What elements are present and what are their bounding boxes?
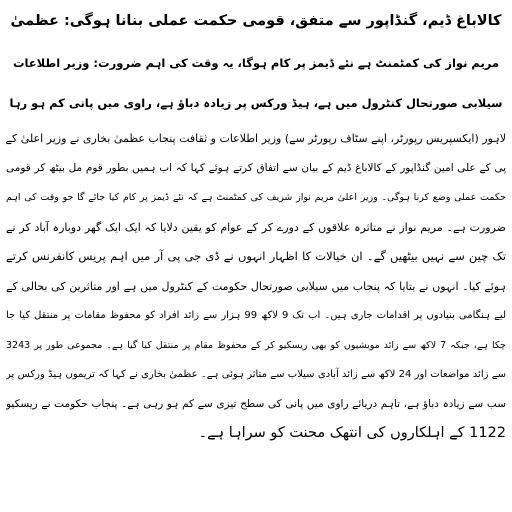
article-body-line: 1122 کے اہلکاروں کی انتھک محنت کو سراہا ہے۔ (198, 425, 506, 441)
article-body-line: ہوئے کیا۔ انہوں نے بتایا کہ پنجاب میں سیلابی صورتحال حکومت کے کنٹرول میں ہے اور متاثرین کی بحالی کے (6, 279, 506, 293)
article-body-line: سے زائد مواضعات اور 24 لاکھ سے زائد آبادی سیلاب سے متاثر ہوئی ہے۔ عظمیٰ بخاری نے کہا کہ تریموں ہیڈ ورکس پر (6, 369, 506, 380)
article-body-line: لیے ہنگامی بنیادوں پر اقدامات جاری ہیں۔ اب تک 9 لاکھ 99 ہزار سے زائد افراد کو محفوظ مقامات پر منتقل کیا جا (6, 310, 506, 321)
headline-tertiary: سیلابی صورتحال کنٹرول میں ہے، ہیڈ ورکس پر زیادہ دباؤ ہے، راوی میں پانی کم ہو رہا (9, 96, 503, 110)
article-body-line: حکمت عملی وضع کرنا ہوگی۔ وزیر اعلیٰ مریم نواز شریف کی کمٹمنٹ ہے کہ نئے ڈیمز پر کام کیا جائے گا جو وقت کی اہم (6, 192, 506, 203)
article-body-line: سب سے زیادہ دباؤ ہے، تاہم دریائے راوی میں پانی کی سطح تیزی سے کم ہو رہی ہے۔ پنجاب حکومت نے ریسکیو (6, 397, 506, 410)
article-body-line: تک چین سے نہیں بیٹھیں گے۔ ان خیالات کا اظہار انہوں نے ڈی جی پی آر میں اہم پریس کانفرنس کرتے (6, 249, 506, 263)
article-body (6, 124, 506, 449)
article-body-line: چکا ہے، جبکہ 7 لاکھ سے زائد مویشیوں کو بھی ریسکیو کر کے محفوظ مقام پر منتقل کیا گیا ہے۔ مجموعی طور پر 3243 (6, 339, 506, 351)
article-body-line: پی کے علی امین گنڈاپور کے کالاباغ ڈیم کے بیان سے اتفاق کرتے ہوئے کہا کہ اب ہمیں بطور قوم مل بیٹھ کر قومی (6, 161, 506, 174)
headline-main: کالاباغ ڈیم، گنڈاپور سے متفق، قومی حکمت عملی بنانا ہوگی: عظمیٰ (10, 13, 502, 29)
article-body-line: لاہور (ایکسپریس رپورٹر، اپنے سٹاف رپورٹر سے) وزیر اطلاعات و ثقافت پنجاب عظمیٰ بخاری نے وزیر اعلیٰ کے (6, 132, 506, 145)
headline-secondary: مریم نواز کی کمٹمنٹ ہے نئے ڈیمز پر کام ہوگا، یہ وقت کی اہم ضرورت: وزیر اطلاعات (12, 56, 500, 70)
article-body-line: ضرورت ہے۔ مریم نواز نے متاثرہ علاقوں کے دورے کر کے عوام کو یقین دلایا کہ ایک ایک گھر دوبارہ آباد کر نے (6, 220, 506, 234)
